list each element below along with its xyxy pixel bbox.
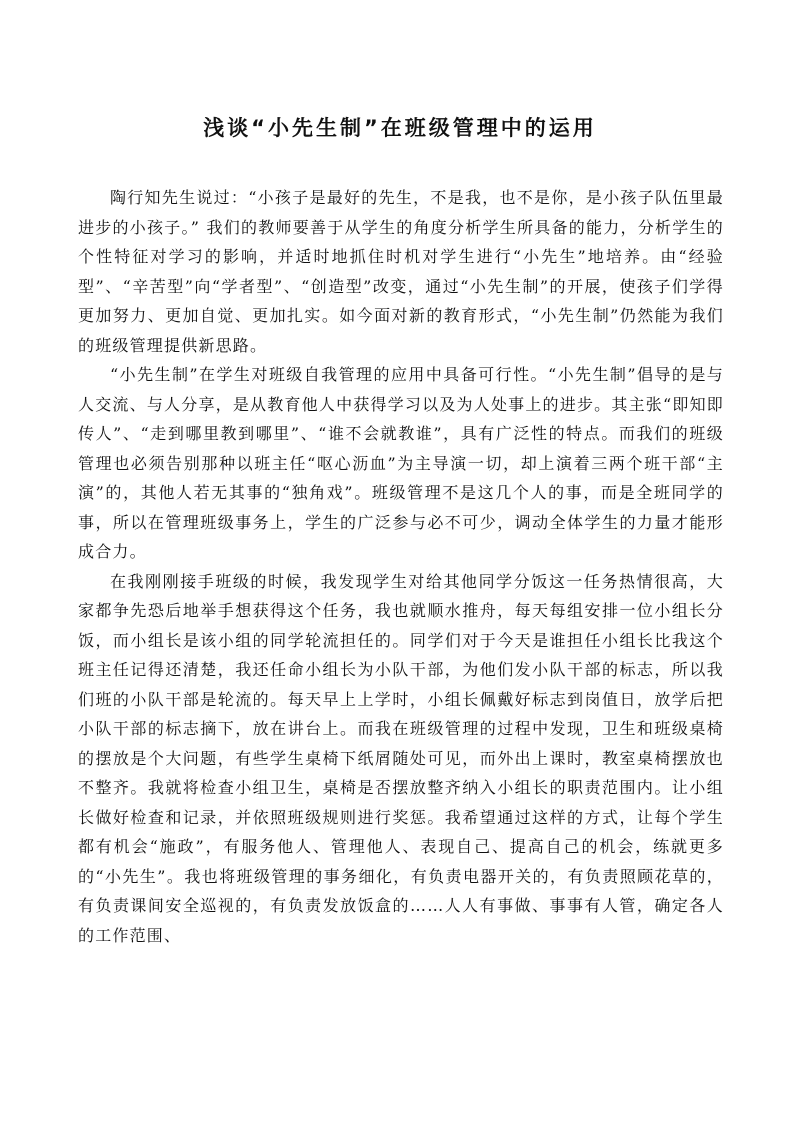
paragraph-2: “小先生制”在学生对班级自我管理的应用中具备可行性。“小先生制”倡导的是与人交流、与人分享，是从教育他人中获得学习以及为人处事上的进步。其主张“即知即传人”、“走到哪里教到哪里”、“谁不会就教谁”，具有广泛性的特点。而我们的班级管理也必须告别那种以班主任“呕心沥血”为主导演一切，却上演着三两个班干部“主演”的，其他人若无其事的“独角戏”。班级管理不是这几个人的事，而是全班同学的事，所以在管理班级事务上，学生的广泛参与必不可少，调动全体学生的力量才能形成合力。 — [78, 365, 724, 561]
paragraph-3: 在我刚刚接手班级的时候，我发现学生对给其他同学分饭这一任务热情很高，大家都争先恐后地举手想获得这个任务，我也就顺水推舟，每天每组安排一位小组长分饭，而小组长是该小组的同学轮流担任的。同学们对于今天是谁担任小组长比我这个班主任记得还清楚，我还任命小组长为小队干部，为他们发小队干部的标志，所以我们班的小队干部是轮流的。每天早上上学时，小组长佩戴好标志到岗值日，放学后把小队干部的标志摘下，放在讲台上。而我在班级管理的过程中发现，卫生和班级桌椅的摆放是个大问题，有些学生桌椅下纸屑随处可见，而外出上课时，教室桌椅摆放也不整齐。我就将检查小组卫生，桌椅是否摆放整齐纳入小组长的职责范围内。让小组长做好检查和记录，并依照班级规则进行奖惩。我希望通过这样的方式，让每个学生都有机会“施政”，有服务他人、管理他人、表现自己、提高自己的机会，练就更多的“小先生”。我也将班级管理的事务细化，有负责电器开关的，有负责照顾花草的，有负责课间安全巡视的，有负责发放饭盒的……人人有事做、事事有人管，确定各人的工作范围、 — [78, 571, 724, 945]
paragraph-1: 陶行知先生说过：“小孩子是最好的先生，不是我，也不是你，是小孩子队伍里最进步的小孩子。” 我们的教师要善于从学生的角度分析学生所具备的能力，分析学生的个性特征对学习的影响，并适时地抓住时机对学生进行“小先生”地培养。由“经验型”、“辛苦型”向“学者型”、“创造型”改变，通过“小先生制”的开展，使孩子们学得更加努力、更加自觉、更加扎实。如今面对新的教育形式，“小先生制”仍然能为我们的班级管理提供新思路。 — [78, 188, 724, 355]
document-body — [78, 183, 724, 950]
document-title: 浅谈“小先生制”在班级管理中的运用 — [203, 116, 597, 140]
